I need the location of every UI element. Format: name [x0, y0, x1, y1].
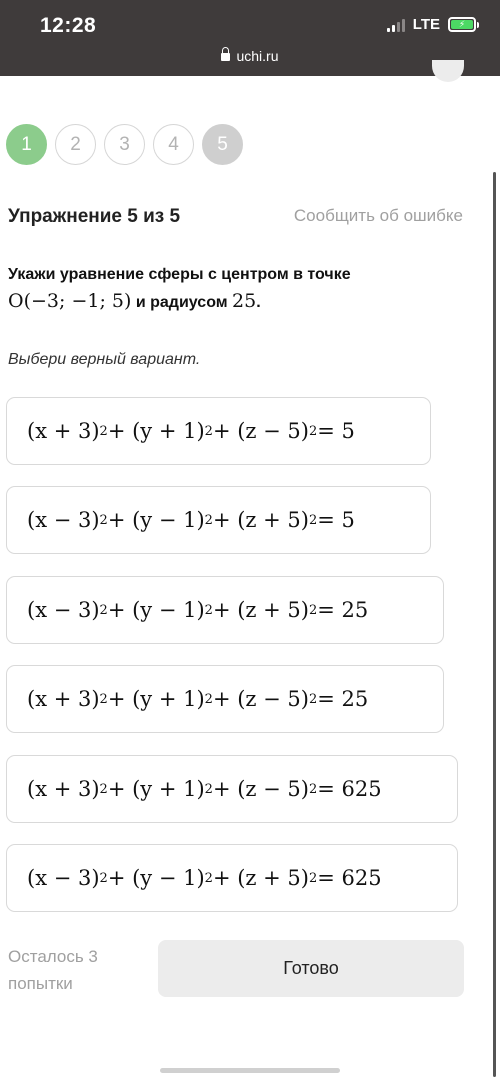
step-3[interactable]: 3 [104, 124, 145, 165]
submit-button[interactable]: Готово [158, 940, 464, 997]
url-text: uchi.ru [236, 48, 279, 64]
answer-option-2[interactable] [6, 486, 431, 554]
option-exp-y: 2 [204, 423, 213, 439]
option-term-z: + (z + 5) [212, 508, 309, 532]
option-exp-x: 2 [99, 691, 108, 707]
option-exp-y: 2 [204, 870, 213, 886]
status-icons [387, 16, 476, 33]
option-term-z: + (z + 5) [212, 598, 309, 622]
option-term-y: + (y − 1) [107, 598, 205, 622]
option-rhs: = 25 [317, 598, 369, 622]
option-exp-x: 2 [99, 512, 108, 528]
option-exp-z: 2 [308, 423, 318, 439]
answer-option-3[interactable] [6, 576, 444, 644]
option-term-x: (x + 3) [27, 419, 100, 443]
option-rhs: = 625 [317, 777, 382, 801]
instruction-text: Выбери верный вариант. [8, 351, 201, 368]
option-term-z: + (z + 5) [212, 866, 309, 890]
option-rhs: = 25 [317, 687, 369, 711]
lock-icon [221, 53, 230, 61]
option-exp-y: 2 [204, 691, 213, 707]
option-term-z: + (z − 5) [212, 777, 309, 801]
answer-option-6[interactable] [6, 844, 458, 912]
step-1[interactable]: 1 [6, 124, 47, 165]
question-part-1: Укажи уравнение сферы с центром в точке [8, 266, 351, 283]
answer-option-1[interactable] [6, 397, 431, 465]
option-exp-x: 2 [99, 781, 108, 797]
option-term-x: (x + 3) [27, 687, 100, 711]
option-term-x: (x − 3) [27, 508, 100, 532]
attempts-remaining: Осталось 3 попытки [8, 947, 98, 993]
option-term-z: + (z − 5) [212, 687, 309, 711]
option-exp-y: 2 [204, 781, 213, 797]
option-rhs: = 5 [317, 508, 355, 532]
option-exp-z: 2 [308, 512, 318, 528]
option-exp-x: 2 [99, 870, 108, 886]
answer-option-5[interactable] [6, 755, 458, 823]
option-term-z: + (z − 5) [212, 419, 309, 443]
step-4[interactable]: 4 [153, 124, 194, 165]
option-term-x: (x + 3) [27, 777, 100, 801]
option-exp-y: 2 [204, 512, 213, 528]
clock: 12:28 [40, 14, 97, 37]
step-indicator [6, 124, 243, 165]
home-indicator[interactable] [160, 1068, 340, 1073]
question-point: O(−3; −1; 5) [8, 290, 132, 312]
scrollbar[interactable] [493, 172, 496, 1077]
option-rhs: = 5 [317, 419, 355, 443]
option-term-y: + (y − 1) [107, 866, 205, 890]
option-rhs: = 625 [317, 866, 382, 890]
option-term-y: + (y + 1) [107, 777, 205, 801]
option-exp-z: 2 [308, 870, 318, 886]
option-term-y: + (y − 1) [107, 508, 205, 532]
option-term-y: + (y + 1) [107, 687, 205, 711]
question-radius: 25 [232, 290, 257, 312]
option-term-x: (x − 3) [27, 866, 100, 890]
menu-button-partial[interactable] [432, 60, 464, 82]
status-bar [0, 0, 500, 76]
option-exp-x: 2 [99, 602, 108, 618]
option-exp-z: 2 [308, 781, 318, 797]
charging-bolt-icon: ⚡ [451, 20, 473, 29]
question-part-2: и радиусом [135, 294, 228, 311]
signal-icon [387, 18, 405, 32]
question-period: . [256, 294, 261, 311]
option-exp-x: 2 [99, 423, 108, 439]
step-5[interactable]: 5 [202, 124, 243, 165]
report-error-link[interactable]: Сообщить об ошибке [293, 206, 463, 225]
exercise-title: Упражнение 5 из 5 [8, 206, 181, 227]
battery-icon [448, 17, 476, 32]
answer-option-4[interactable] [6, 665, 444, 733]
option-term-y: + (y + 1) [107, 419, 205, 443]
option-exp-y: 2 [204, 602, 213, 618]
option-term-x: (x − 3) [27, 598, 100, 622]
address-bar[interactable] [0, 48, 500, 64]
option-exp-z: 2 [308, 602, 318, 618]
question-text [8, 261, 448, 316]
network-label: LTE [412, 16, 440, 33]
step-2[interactable]: 2 [55, 124, 96, 165]
option-exp-z: 2 [308, 691, 318, 707]
